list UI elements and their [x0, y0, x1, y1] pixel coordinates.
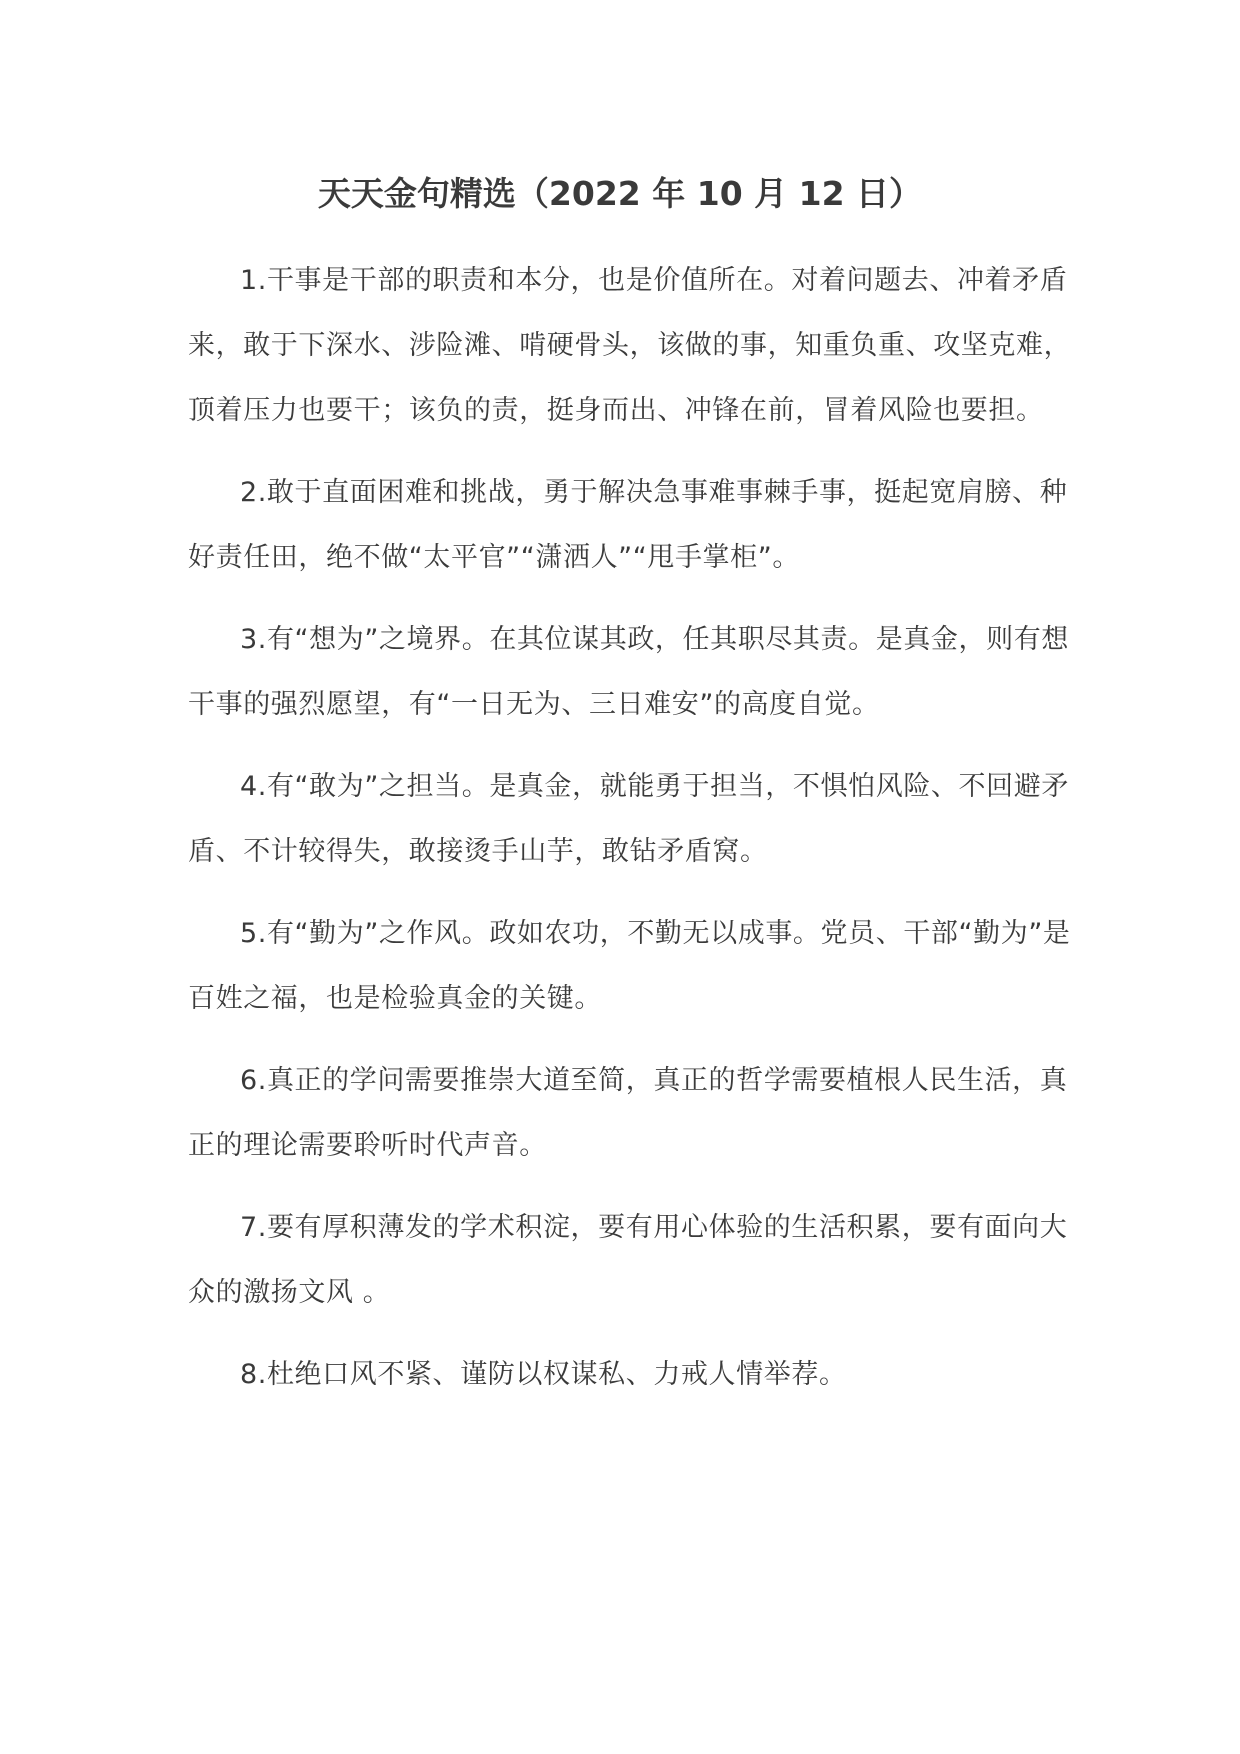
paragraph-8: 8.杜绝口风不紧、谨防以权谋私、力戒人情举荐。 — [240, 1359, 847, 1390]
paragraph-2: 2.敢于直面困难和挑战，勇于解决急事难事棘手事，挺起宽肩膀、种好责任田，绝不做“太平官”“潇洒人”“甩手掌柜”。 — [188, 477, 1068, 573]
paragraph-3: 3.有“想为”之境界。在其位谋其政，任其职尽其责。是真金，则有想干事的强烈愿望，有“一日无为、三日难安”的高度自觉。 — [188, 624, 1069, 720]
paragraph-6: 6.真正的学问需要推崇大道至简，真正的哲学需要植根人民生活，真正的理论需要聆听时代声音。 — [188, 1065, 1068, 1161]
paragraph-4: 4.有“敢为”之担当。是真金，就能勇于担当，不惧怕风险、不回避矛盾、不计较得失，敢接烫手山芋，敢钻矛盾窝。 — [188, 771, 1069, 867]
paragraph-5: 5.有“勤为”之作风。政如农功，不勤无以成事。党员、干部“勤为”是百姓之福，也是检验真金的关键。 — [188, 918, 1071, 1014]
paragraph-1: 1.干事是干部的职责和本分，也是价值所在。对着问题去、冲着矛盾来，敢于下深水、涉险滩、啃硬骨头，该做的事，知重负重、攻坚克难，顶着压力也要干；该负的责，挺身而出、冲锋在前，冒着风险也要担。 — [188, 265, 1072, 426]
document-title: 天天金句精选（2022 年 10 月 12 日） — [317, 174, 923, 213]
paragraph-7: 7.要有厚积薄发的学术积淀，要有用心体验的生活积累，要有面向大众的激扬文风 。 — [188, 1212, 1068, 1308]
document-body — [188, 248, 1078, 1424]
